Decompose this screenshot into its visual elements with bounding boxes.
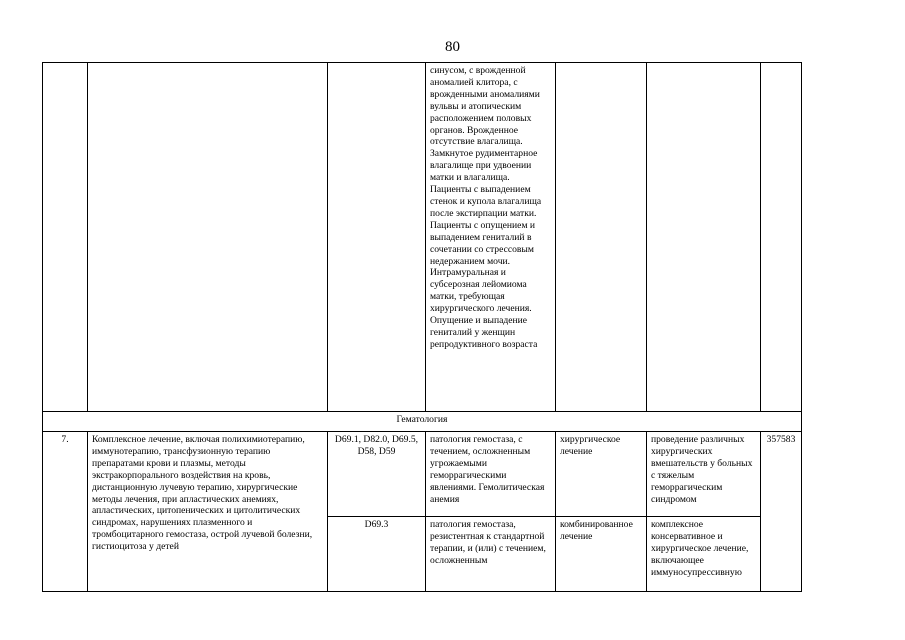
entry-name: Комплексное лечение, включая полихимиотерапию, иммунотерапию, трансфузионную терапию препаратами крови и плазмы, методы экстракорпорального воздействия на кровь, дистанционную лучевую терапию, хирургические методы лечения, при апластических анемиях, апластических, цитопенических и цитолитических синдромах, нарушениях плазменного и тромбоцитарного гемостаза, острой лучевой болезни, гистиоцитоза у детей <box>88 432 328 592</box>
continuation-method-cell <box>647 63 761 412</box>
continuation-model-cell: синусом, с врожденной аномалией клитора, с врожденными аномалиями вульвы и атопическим расположением половых органов. Врожденное отсутствие влагалища. Замкнутое рудиментарное влагалище при удвоении матки и влагалища. Пациенты с выпадением стенок и купола влагалища после экстирпации матки. Пациенты с опущением и выпадением гениталий в сочетании со стрессовым недержанием мочи. Интрамуральная и субсерозная лейомиома матки, требующая хирургического лечения. Опущение и выпадение гениталий у женщин репродуктивного возраста <box>426 63 556 412</box>
section-row <box>43 412 802 432</box>
entry-method: проведение различных хирургических вмешательств у больных с тяжелым геморрагическим синдромом <box>647 432 761 517</box>
entry-treatment-type: комбинированное лечение <box>556 517 647 592</box>
entry-method: комплексное консервативное и хирургическое лечение, включающее иммуносупрессивную <box>647 517 761 592</box>
entry-treatment-type: хирургическое лечение <box>556 432 647 517</box>
continuation-codes-cell <box>328 63 426 412</box>
continuation-name-cell <box>88 63 328 412</box>
entry-number: 7. <box>43 432 88 592</box>
section-title: Гематология <box>43 412 802 432</box>
entry-codes: D69.3 <box>328 517 426 592</box>
medical-care-table <box>42 62 802 592</box>
entry-model: патология гемостаза, с течением, осложненным угрожаемыми геморрагическими явлениями. Гемолитическая анемия <box>426 432 556 517</box>
continuation-number-cell <box>43 63 88 412</box>
entry-model: патология гемостаза, резистентная к стандартной терапии, и (или) с течением, осложненным <box>426 517 556 592</box>
table-row <box>43 432 802 517</box>
continuation-type-cell <box>556 63 647 412</box>
entry-cost: 357583 <box>761 432 802 592</box>
continuation-row <box>43 63 802 412</box>
page-number: 80 <box>445 39 460 55</box>
entry-codes: D69.1, D82.0, D69.5, D58, D59 <box>328 432 426 517</box>
continuation-cost-cell <box>761 63 802 412</box>
